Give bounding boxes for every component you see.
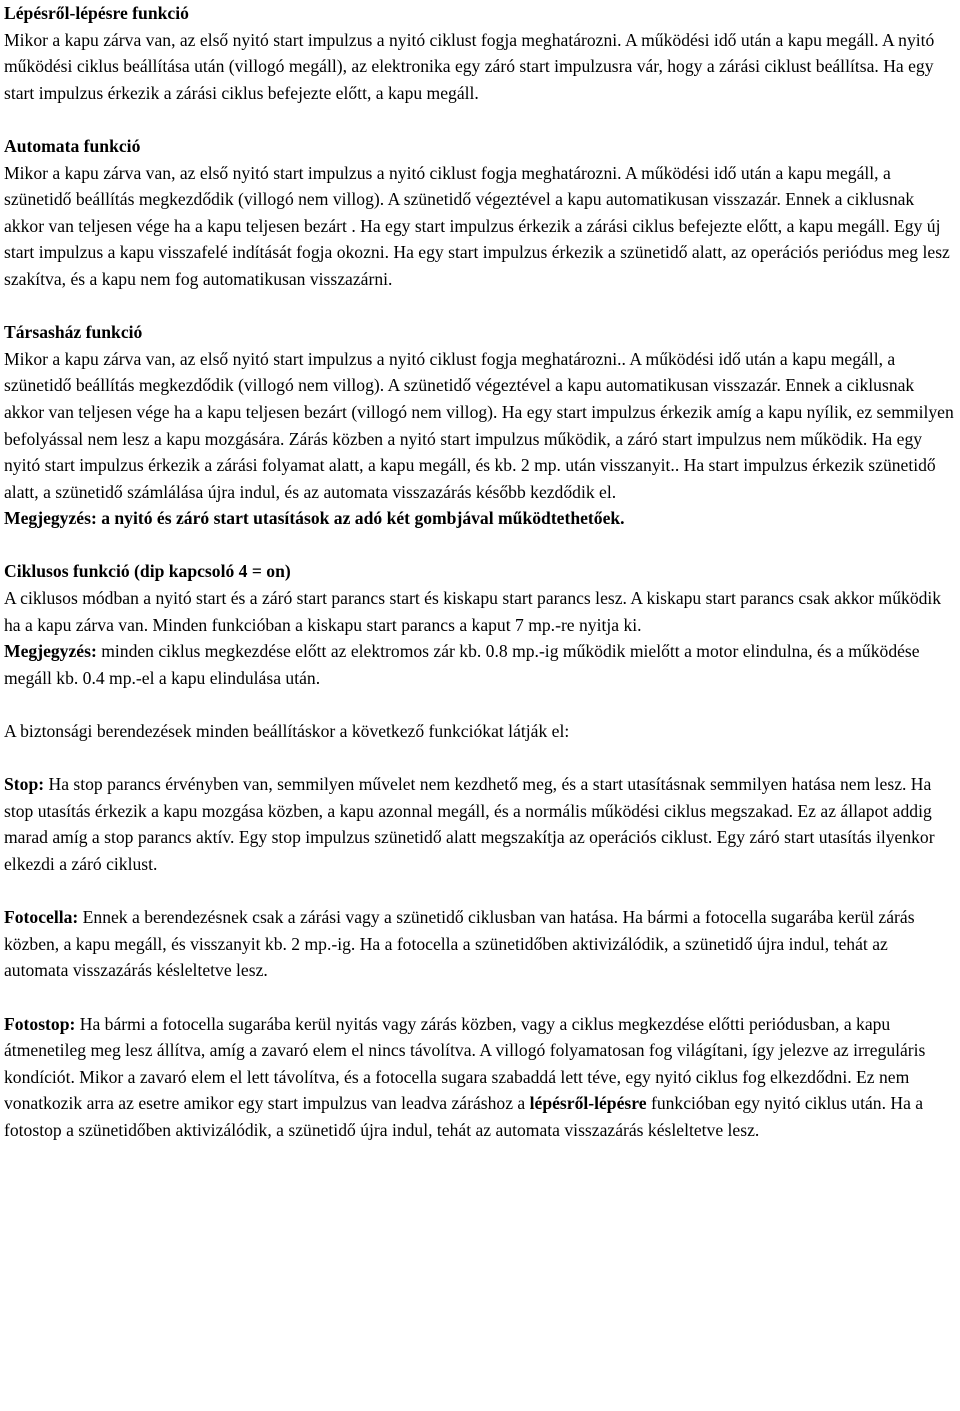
spacer bbox=[4, 691, 956, 718]
section-heading: Lépésről-lépésre funkció bbox=[4, 3, 189, 23]
section-cyclic bbox=[4, 558, 956, 691]
section-note bbox=[4, 638, 956, 691]
spacer bbox=[4, 745, 956, 772]
safety-intro: A biztonsági berendezések minden beállításkor a következő funkciókat látják el: bbox=[4, 721, 570, 742]
spacer bbox=[4, 532, 956, 559]
section-step-by-step bbox=[4, 0, 956, 106]
section-photocell bbox=[4, 904, 956, 984]
stop-text: Ha stop parancs érvényben van, semmilyen művelet nem kezdhető meg, és a start utasításnak semmilyen hatása nem lesz. Ha stop utasítás érkezik a kapu mozgása közben, a kapu azonnal megáll, és a normális működési ciklus megszakad. Ez az állapot addig marad amíg a stop parancs aktív. Egy stop impulzus szünetidő alatt megszakítja az operációs ciklust. Egy záró start utasítás ilyenkor elkezdi a záró ciklust. bbox=[4, 774, 935, 874]
spacer bbox=[4, 106, 956, 133]
spacer bbox=[4, 293, 956, 320]
photostop-text-b: funkcióban egy nyitó ciklus után. Ha a fotostop a szünetidőben aktivizálódik, a szünetidő újra indul, tehát az automata visszazárás késleltetve lesz. bbox=[4, 1093, 924, 1140]
section-stop bbox=[4, 771, 956, 877]
stop-label: Stop: bbox=[4, 774, 45, 795]
section-condominium bbox=[4, 319, 956, 532]
spacer bbox=[4, 878, 956, 905]
note-label: Megjegyzés: bbox=[4, 641, 97, 662]
section-note: Megjegyzés: a nyitó és záró start utasítások az adó két gombjával működtethetőek. bbox=[4, 508, 625, 529]
section-automatic bbox=[4, 133, 956, 293]
section-photostop bbox=[4, 1011, 956, 1144]
section-heading: Ciklusos funkció (dip kapcsoló 4 = on) bbox=[4, 561, 291, 582]
section-body: Mikor a kapu zárva van, az első nyitó start impulzus a nyitó ciklust fogja meghatározni. A működési idő után a kapu megáll, a szünetidő beállítás megkezdődik (villogó nem villog). A szünetidő végeztével a kapu automatikusan visszazár. Ennek a ciklusnak akkor van teljesen vége ha a kapu teljesen bezárt . Ha egy start impulzus érkezik a zárási ciklus befejezte előtt, a kapu megáll. Egy új start impulzus a kapu visszafelé indítását fogja okozni. Ha egy start impulzus érkezik a szünetidő alatt, az operációs periódus meg lesz szakítva, és a kapu nem fog automatikusan visszazárni. bbox=[4, 162, 950, 289]
section-heading: Társasház funkció bbox=[4, 322, 143, 343]
section-body: Mikor a kapu zárva van, az első nyitó start impulzus a nyitó ciklust fogja meghatározni. A működési idő után a kapu megáll. A nyitó működési ciklus beállítása után (villogó megáll), az elektronika egy záró start impulzusra vár, hogy a zárási ciklust beállítsa. Ha egy start impulzus érkezik a zárási ciklus befejezte előtt, a kapu megáll. bbox=[4, 29, 935, 103]
section-body: Mikor a kapu zárva van, az első nyitó start impulzus a nyitó ciklust fogja meghatározni.. A működési idő után a kapu megáll, a szünetidő beállítás megkezdődik (villogó nem villog). A szünetidő végeztével a kapu automatikusan visszazár. Ennek a ciklusnak akkor van teljesen vége ha a kapu teljesen bezárt (villogó nem villog). Ha egy start impulzus érkezik amíg a kapu nyílik, ez semmilyen befolyással nem lesz a kapu mozgására. Zárás közben a nyitó start impulzus működik, a záró start impulzus nem működik. Ha egy nyitó start impulzus érkezik a zárási folyamat alatt, a kapu megáll, és kb. 2 mp. után visszanyit.. Ha start impulzus érkezik szünetidő alatt, a szünetidő számlálása újra indul, és az automata visszazárás később kezdődik el. bbox=[4, 348, 954, 502]
section-heading: Automata funkció bbox=[4, 135, 141, 156]
spacer bbox=[4, 984, 956, 1011]
photocell-label: Fotocella: bbox=[4, 907, 79, 928]
photostop-bold-inline: lépésről-lépésre bbox=[529, 1093, 647, 1114]
section-body: A ciklusos módban a nyitó start és a záró start parancs start és kiskapu start parancs lesz. A kiskapu start parancs csak akkor működik ha a kapu zárva van. Minden funkcióban a kiskapu start parancs a kaput 7 mp.-re nyitja ki. bbox=[4, 588, 942, 635]
photostop-text-a: Ha bármi a fotocella sugarába kerül nyitás vagy zárás közben, vagy a ciklus megkezdése előtti periódusban, a kapu átmenetileg meg lesz állítva, amíg a zavaró elem el nincs távolítva. A villogó folyamatosan fog világítani, így jelezve az irreguláris kondíciót. Mikor a zavaró elem el lett távolítva, és a fotocella sugara szabaddá lett téve, egy nyitó ciklus fog elkezdődni. Ez nem vonatkozik arra az esetre amikor egy start impulzus van leadva záráshoz a bbox=[4, 1013, 926, 1114]
photocell-text: Ennek a berendezésnek csak a zárási vagy a szünetidő ciklusban van hatása. Ha bármi a fotocella sugarába kerül zárás közben, a kapu megáll, és visszanyit kb. 2 mp.-ig. Ha a fotocella a szünetidőben aktivizálódik, a szünetidő újra indul, tehát az automata visszazárás késleltetve lesz. bbox=[4, 907, 915, 981]
note-text: minden ciklus megkezdése előtt az elektromos zár kb. 0.8 mp.-ig működik mielőtt a motor elindulna, és a működése megáll kb. 0.4 mp.-el a kapu elindulása után. bbox=[4, 641, 920, 688]
photostop-label: Fotostop: bbox=[4, 1013, 76, 1034]
